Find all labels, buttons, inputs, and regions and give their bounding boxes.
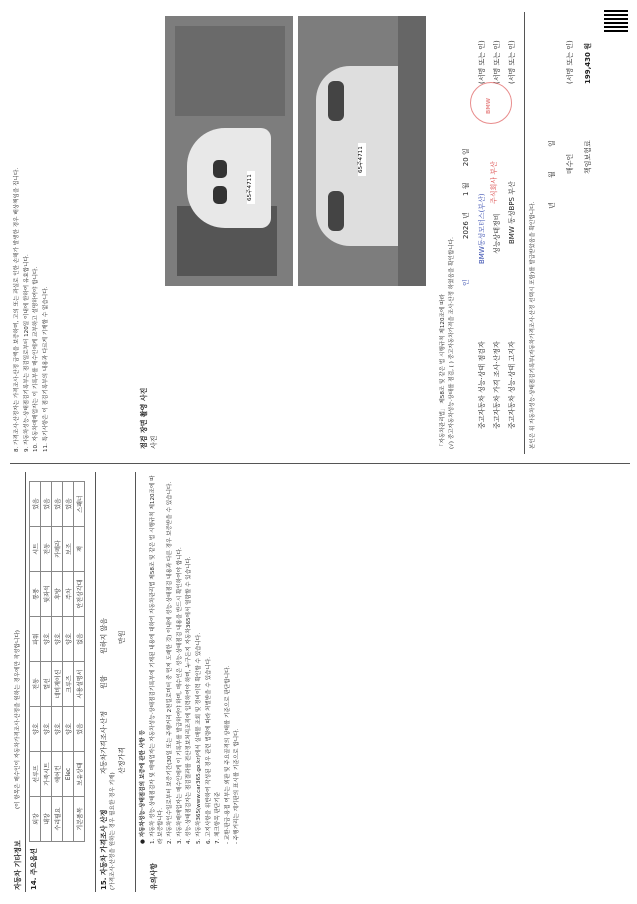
- options-cell: 에어컨: [52, 752, 63, 797]
- options-cell: 크루즈: [63, 662, 74, 707]
- note-item: 7. 체크항목 판단기준: [215, 791, 222, 844]
- options-row: [74, 482, 85, 842]
- options-cell: 가죽시트: [41, 752, 52, 797]
- options-cell: 사용설명서: [74, 662, 85, 707]
- options-cell: 양호: [63, 617, 74, 662]
- options-cell: 내장: [41, 797, 52, 842]
- note-item: 5. 자동차365(www.car365.go.kr)에서 실매물 조회 및 정비이력 확인할 수 있습니다.: [195, 632, 202, 844]
- photos-title: 점검 장면 촬영 사진: [140, 387, 148, 449]
- options-cell: 수리필요: [52, 797, 63, 842]
- options-cell: Elec: [63, 752, 74, 797]
- options-cell: [63, 797, 74, 842]
- options-cell: 선루프: [30, 752, 41, 797]
- note-item: 8. 가격조사·산정자는 가격조사·산정 금액을 보증하며, 고의 또는 과실로 인한 손해가 발생한 경우 배상책임을 집니다.: [14, 167, 20, 452]
- options-row: [63, 482, 74, 842]
- price-amount-unit: 만원: [118, 630, 126, 644]
- options-cell: 외장: [30, 797, 41, 842]
- notes-list: [150, 474, 244, 844]
- note-item: 1. 자동차 성능·상태점검자 및 매매업자는 자동차성능·상태점검기록부에 기재된 내용에 대하여 자동차관리법 제58조 및 같은 법 시행규칙 제120조에 따라 보증합니다.: [150, 475, 164, 844]
- options-cell: 보유상태: [74, 752, 85, 797]
- price-option-no: 원하지 않음: [100, 617, 108, 654]
- options-table: [29, 481, 85, 842]
- note-item: 4. 성능·상태점검자는 점검결과를 전산정보처리조직에 입력하여야 하며, 누구든지 자동차365에서 열람할 수 있습니다.: [186, 556, 193, 844]
- options-cell: 안전삼각대: [74, 572, 85, 617]
- options-cell: 양호: [63, 707, 74, 752]
- options-cell: 잭: [74, 527, 85, 572]
- qr-code: [604, 8, 628, 32]
- options-cell: 양호: [41, 617, 52, 662]
- buyer-label: 매수인: [566, 153, 574, 174]
- price-note: (가격조사·산정을 원하는 경우 필요한 경우 기재): [110, 772, 116, 890]
- front-plate: 65주4711: [247, 171, 255, 204]
- sign-intro: 「자동차관리법」 제58조 및 같은 법 시행규칙 제120조에 따라: [440, 294, 446, 449]
- options-cell: 주차: [63, 572, 74, 617]
- options-cell: 후방: [52, 572, 63, 617]
- fee-label: 책임보험료: [584, 140, 592, 174]
- inspector-label: 중고자동차 성능·상태 점검자: [478, 341, 486, 429]
- blue-mark: 인: [462, 279, 470, 286]
- options-cell: 있음: [63, 482, 74, 527]
- options-cell: 전동: [41, 527, 52, 572]
- options-row: [41, 482, 52, 842]
- fee-value: 199,430 원: [584, 42, 592, 84]
- note-item: - 주행거리는 계기판의 표시를 기준으로 합니다.: [234, 728, 241, 844]
- company-stamp: BMW: [470, 82, 512, 124]
- section-title: 자동차 기타정보: [14, 840, 22, 890]
- confirm-date: 년 월 일: [548, 140, 556, 209]
- options-cell: 스패너: [74, 482, 85, 527]
- rear-plate: 65주4711: [358, 143, 366, 176]
- date-year: 2026: [462, 221, 470, 239]
- price-amount-label: 산정가격: [118, 746, 126, 774]
- note-item: 9. 자동차성능·상태점검기록부는 점검일로부터 120일 이내에 한하여 유효합니다.: [23, 254, 30, 452]
- options-cell: 열선: [41, 662, 52, 707]
- buyer-sign: (서명 또는 인): [566, 40, 574, 84]
- options-cell: 카메라: [52, 527, 63, 572]
- options-cell: 뒷좌석: [41, 572, 52, 617]
- options-cell: 전동: [30, 662, 41, 707]
- options-cell: 양호: [41, 707, 52, 752]
- front-car-photo: [165, 16, 293, 286]
- appraiser-sign: (서명 또는 인): [493, 40, 501, 84]
- red-handwriting: 주식회사 부산: [490, 161, 498, 204]
- options-cell: 있음: [52, 482, 63, 527]
- options-cell: 기본품목: [74, 797, 85, 842]
- options-cell: 있음: [41, 482, 52, 527]
- rear-car-photo: [298, 16, 426, 286]
- options-cell: 양호: [30, 707, 41, 752]
- inspector-name: BMW동성모터스(부산): [478, 193, 486, 264]
- sign-check: (√) 중고자동차성능·상태를 점검, ( ) 중고자동차가격을 조사·산정 하였음을 확인합니다.: [449, 237, 455, 449]
- item15-label: 15. 자동차 가격조사 산정: [100, 809, 108, 890]
- appraiser-label: 중고자동차 가격 조사·산정자: [493, 341, 501, 429]
- price-option-yes: 원함: [100, 675, 108, 689]
- price-label: 자동차가격조사·산정: [100, 710, 108, 774]
- options-row: [52, 482, 63, 842]
- photo-side-label: 사진: [150, 435, 158, 449]
- notifier-sign: (서명 또는 인): [508, 40, 516, 84]
- options-cell: 보조: [63, 527, 74, 572]
- options-cell: 통풍: [30, 572, 41, 617]
- notes-header: ● 자동차성능·상태점검의 보증에 관한 사항 등: [140, 729, 146, 844]
- section-note: (이 항목은 매수인이 자동차가격조사·산정을 원하는 경우에만 작성합니다): [15, 630, 21, 809]
- note-item: 11. 특기사항은 이 점검기록부의 내용과 다르게 기재할 수 없습니다.: [42, 286, 49, 452]
- options-cell: 양호: [52, 617, 63, 662]
- date-month: 1: [462, 191, 470, 196]
- confirm-text: 본인은 위 자동차성능·상태점검기록부(자동차가격조사·산정 선택시 포함)를 발급받았음을 확인합니다.: [530, 201, 536, 449]
- item14-label: 14. 주요옵션: [30, 848, 38, 890]
- note-item: 2. 자동차인수일로부터 보증기간(30일 또는 주행거리 2천킬로미터 중 먼저 도래한 것) 이내에 성능·상태점검 내용과 다른 경우 보증받을 수 있습니다.: [167, 481, 174, 844]
- options-cell: 있음: [74, 707, 85, 752]
- options-row: [30, 482, 41, 842]
- options-cell: 양호: [52, 707, 63, 752]
- notifier-name: BMW 동성BPS 부산: [508, 181, 516, 244]
- right-notes-list: [14, 12, 52, 452]
- note-item: 3. 자동차매매업자는 매수인에게 이 기록부를 발급하여야 하며, 매수인은 성능·상태점검 내용을 반드시 확인하여야 합니다.: [176, 547, 183, 844]
- options-cell: 시트: [30, 527, 41, 572]
- appraiser-name: 성능상태정비: [493, 213, 501, 254]
- notifier-label: 중고자동차 성능·상태 고지자: [508, 341, 516, 429]
- options-cell: 파워: [30, 617, 41, 662]
- note-item: 6. 고지사항을 위반하여 작성된 경우 관련 법령에 따라 처벌받을 수 있습니다.: [205, 656, 212, 844]
- options-cell: 없음: [74, 617, 85, 662]
- inspector-sign: (서명 또는 인): [478, 40, 486, 84]
- date-day: 20: [462, 157, 470, 167]
- note-item: 10. 자동차매매업자는 이 기록부를 매수인에게 교부하고 설명하여야 합니다.: [33, 266, 40, 452]
- note-item: - 교환·판금·용접 여부는 외판 및 주요골격의 상태를 기준으로 판단합니다.: [224, 665, 231, 844]
- notes-side-label: 유의사항: [150, 862, 158, 890]
- date-row: 2026 년 1 월 20 일: [462, 148, 470, 239]
- options-cell: 네비게이션: [52, 662, 63, 707]
- options-cell: 있음: [30, 482, 41, 527]
